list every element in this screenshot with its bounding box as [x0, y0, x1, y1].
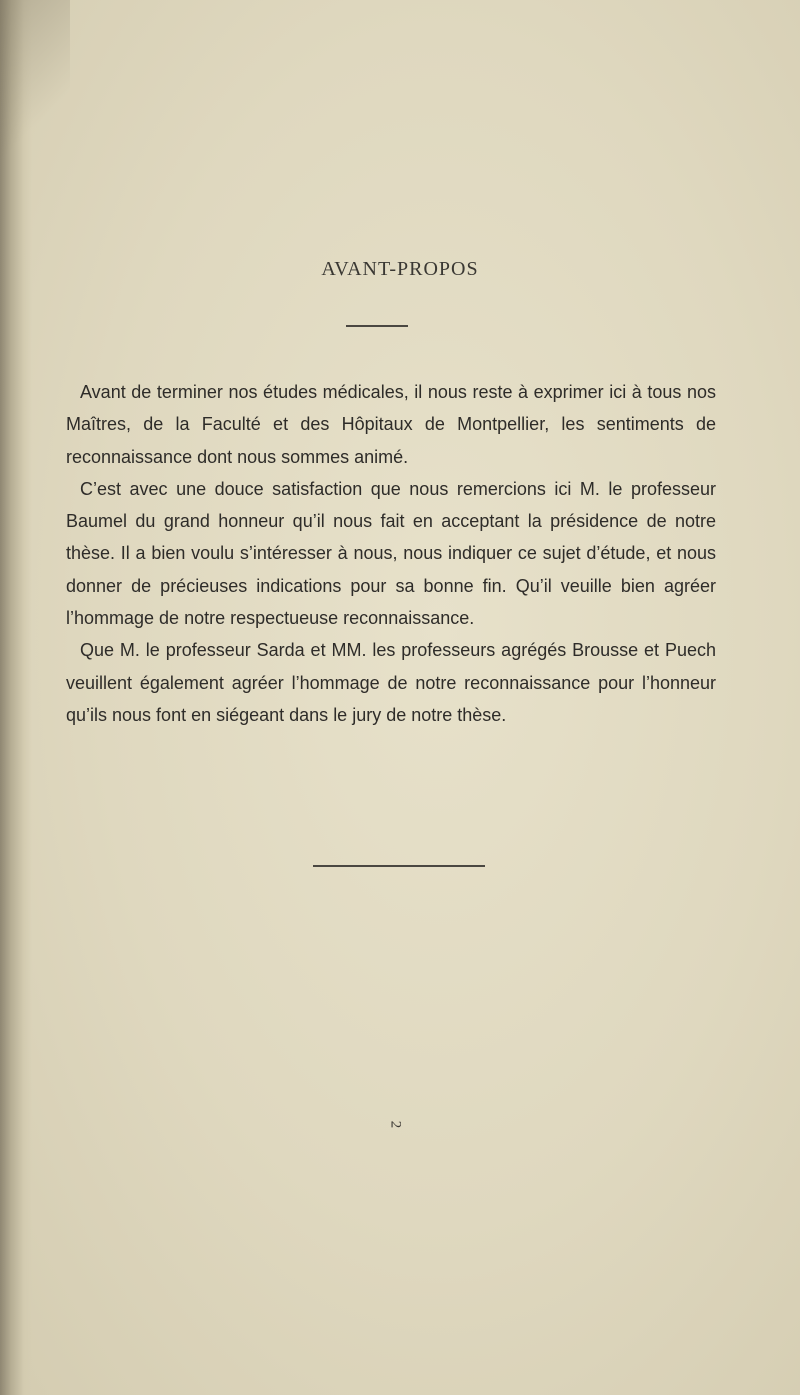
paragraph: Que M. le professeur Sarda et MM. les professeurs agrégés Brousse et Puech veuillent également agréer l’hommage de notre reconnaissance pour l’honneur qu’ils nous font en siégeant dans le jury de notre thèse.	[66, 640, 716, 725]
page-title: AVANT-PROPOS	[321, 258, 479, 280]
closing-divider	[313, 865, 485, 867]
body-text	[66, 376, 716, 731]
paragraph: Avant de terminer nos études médicales, il nous reste à exprimer ici à tous nos Maîtres, de la Faculté et des Hôpitaux de Montpellier, les sentiments de reconnaissance dont nous sommes animé.	[66, 382, 716, 467]
paragraph: C’est avec une douce satisfaction que nous remercions ici M. le professeur Baumel du grand honneur qu’il nous fait en acceptant la présidence de notre thèse. Il a bien voulu s’intéresser à nous, nous indiquer ce sujet d’étude, et nous donner de précieuses indications pour sa bonne fin. Qu’il veuille bien agréer l’hommage de notre respectueuse reconnaissance.	[66, 478, 716, 629]
page-edge-shadow	[0, 0, 32, 1395]
page-stain	[0, 0, 70, 160]
page-number: 2	[387, 1120, 404, 1129]
title-divider	[346, 325, 408, 327]
